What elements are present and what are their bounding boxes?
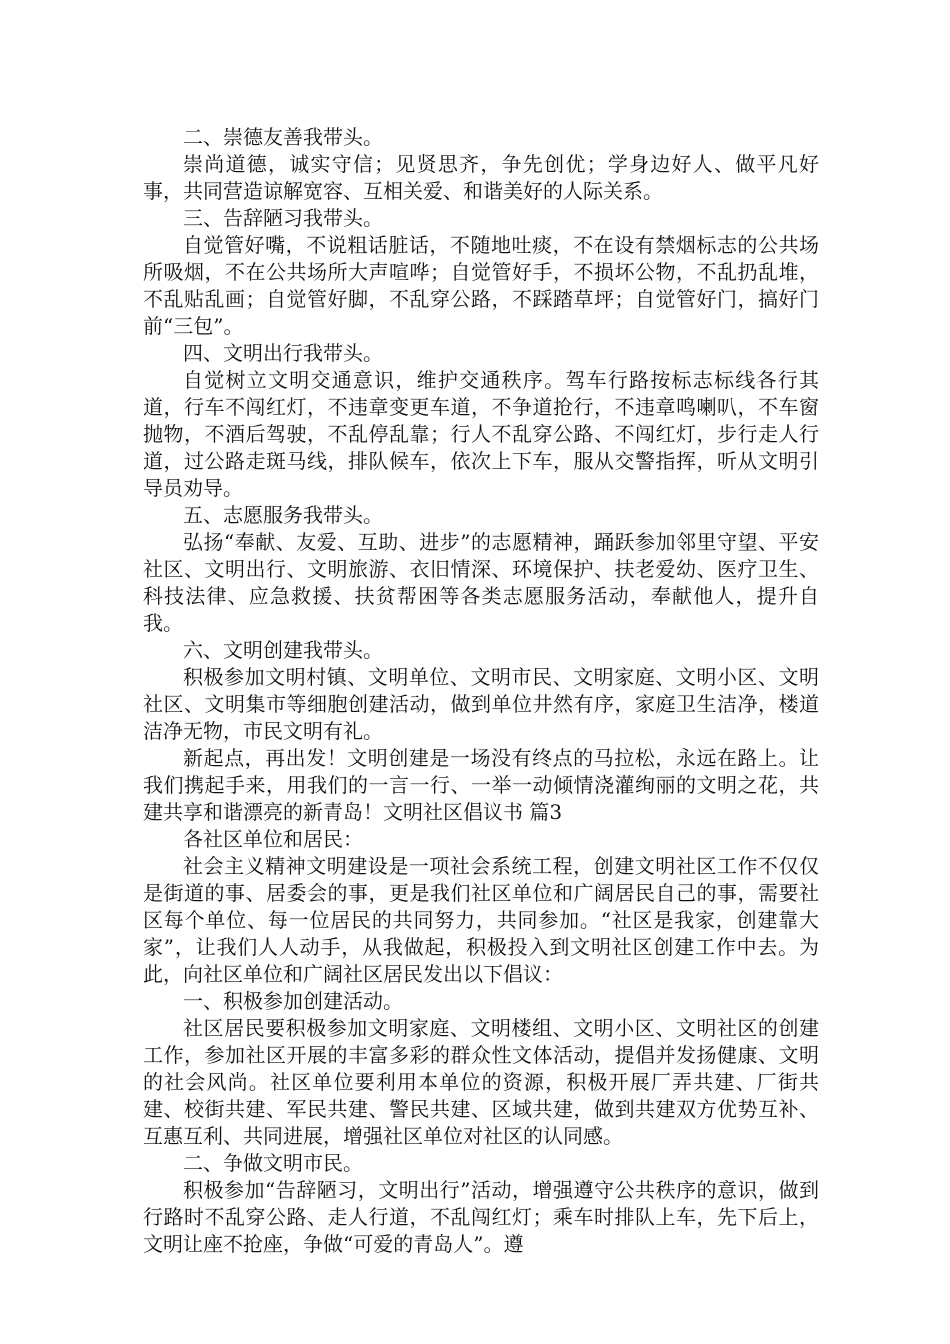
paragraph-intro: 社会主义精神文明建设是一项社会系统工程，创建文明社区工作不仅仅是街道的事、居委会的事，更是我们社区单位和广阔居民自己的事，需要社区每个单位、每一位居民的共同努力，共同参加。“社区是我家，创建靠大家”，让我们人人动手，从我做起，积极投入到文明社区创建工作中去。为此，向社区单位和广阔社区居民发出以下倡议： (143, 854, 819, 986)
paragraph-canjia-body: 社区居民要积极参加文明家庭、文明楼组、文明小区、文明社区的创建工作，参加社区开展的丰富多彩的群众性文体活动，提倡并发扬健康、文明的社会风尚。社区单位要利用本单位的资源，积极开展厂弄共建、厂街共建、校街共建、军民共建、警民共建、区域共建，做到共建双方优势互补、互惠互利、共同进展，增强社区单位对社区的认同感。 (143, 1016, 819, 1148)
paragraph-chongde-body: 崇尚道德，诚实守信；见贤思齐，争先创优；学身边好人、做平凡好事，共同营造谅解宽容、互相关爱、和谐美好的人际关系。 (143, 152, 819, 203)
paragraph-chuxing-body: 自觉树立文明交通意识，维护交通秩序。驾车行路按标志标线各行其道，行车不闯红灯，不违章变更车道，不争道抢行，不违章鸣喇叭，不车窗抛物，不酒后驾驶，不乱停乱靠；行人不乱穿公路、不闯红灯，步行走人行道，过公路走斑马线，排队候车，依次上下车，服从交警指挥，听从文明引导员劝导。 (143, 368, 819, 500)
paragraph-zhiyuan-body: 弘扬“奉献、友爱、互助、进步”的志愿精神，踊跃参加邻里守望、平安社区、文明出行、文明旅游、衣旧情深、环境保护、扶老爱幼、医疗卫生、科技法律、应急救援、扶贫帮困等各类志愿服务活动，奉献他人，提升自我。 (143, 530, 819, 635)
paragraph-chuangjian-body: 积极参加文明村镇、文明单位、文明市民、文明家庭、文明小区、文明社区、文明集市等细胞创建活动，做到单位井然有序，家庭卫生洁净，楼道洁净无物，市民文明有礼。 (143, 665, 819, 743)
section-heading-shimin: 二、争做文明市民。 (183, 1151, 363, 1175)
section-heading-chuangjian: 六、文明创建我带头。 (183, 638, 383, 662)
section-heading-chongde: 二、崇德友善我带头。 (183, 125, 383, 149)
document-body (143, 124, 819, 1258)
salutation: 各社区单位和居民： (183, 827, 363, 851)
section-heading-gaoci: 三、告辞陋习我带头。 (183, 206, 383, 230)
section-heading-canjia: 一、积极参加创建活动。 (183, 989, 403, 1013)
section-heading-zhiyuan: 五、志愿服务我带头。 (183, 503, 383, 527)
paragraph-closing: 新起点，再出发！文明创建是一场没有终点的马拉松，永远在路上。让我们携起手来，用我们的一言一行、一举一动倾情浇灌绚丽的文明之花，共建共享和谐漂亮的新青岛！文明社区倡议书 篇3 (143, 746, 819, 824)
section-heading-chuxing: 四、文明出行我带头。 (183, 341, 383, 365)
paragraph-shimin-body: 积极参加“告辞陋习，文明出行”活动，增强遵守公共秩序的意识，做到行路时不乱穿公路、走人行道，不乱闯红灯；乘车时排队上车，先下后上，文明让座不抢座，争做“可爱的青岛人”。遵 (143, 1178, 819, 1256)
paragraph-gaoci-body: 自觉管好嘴，不说粗话脏话，不随地吐痰，不在设有禁烟标志的公共场所吸烟，不在公共场所大声喧哗；自觉管好手，不损坏公物，不乱扔乱堆，不乱贴乱画；自觉管好脚，不乱穿公路，不踩踏草坪；自觉管好门，搞好门前“三包”。 (143, 233, 819, 338)
